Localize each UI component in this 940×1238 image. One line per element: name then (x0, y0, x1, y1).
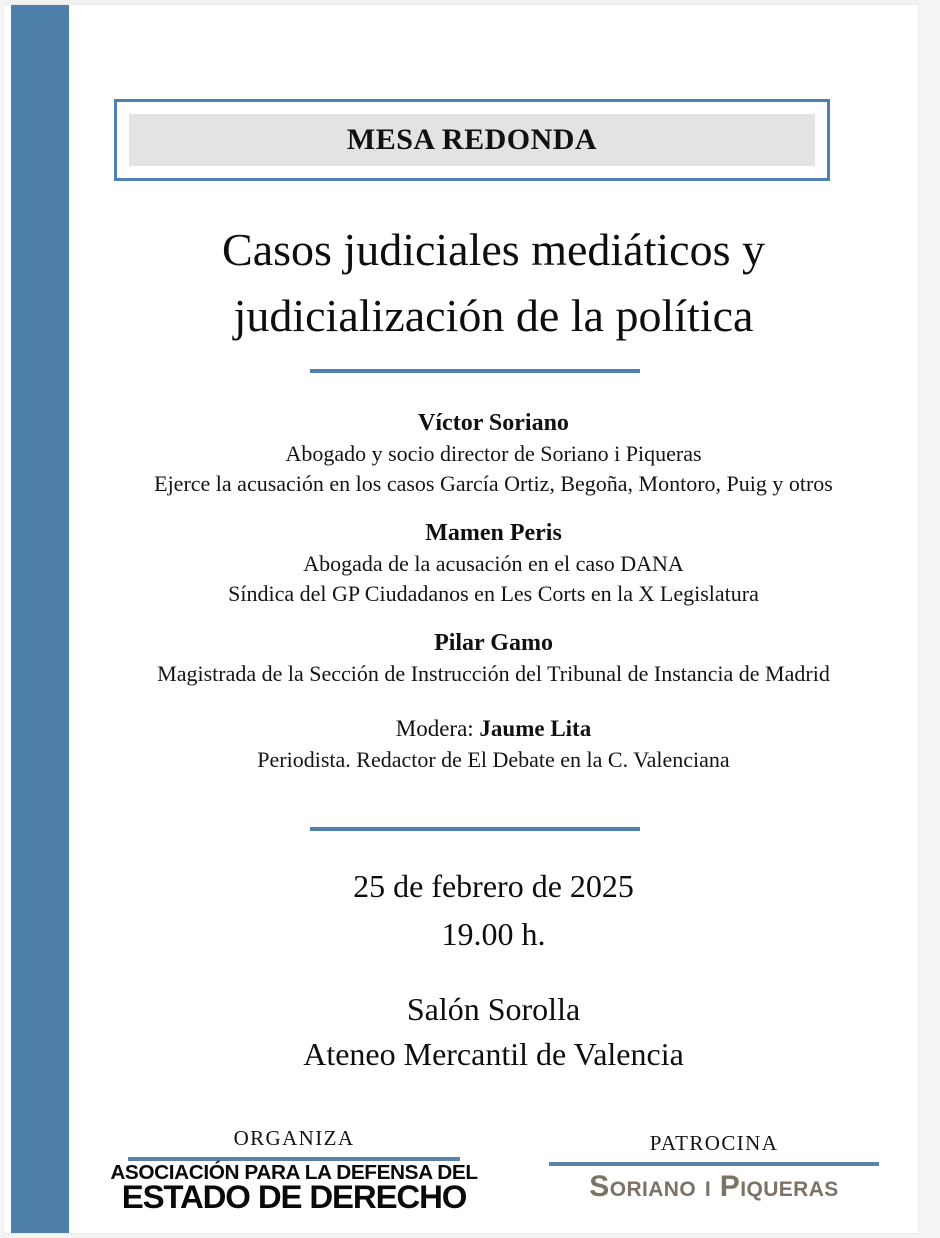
divider-rule-bottom (310, 827, 640, 831)
page-title-line-2: judicialización de la política (233, 290, 754, 341)
page-title (69, 217, 918, 349)
speaker-item (69, 407, 918, 499)
sponsor-kicker: PATROCINA (649, 1131, 779, 1155)
sponsor-logo: Soriano i Piqueras (589, 1170, 839, 1203)
speaker-name: Pilar Gamo (434, 630, 553, 656)
moderator-line (69, 713, 918, 745)
venue-room: Salón Sorolla (406, 991, 581, 1027)
event-datetime (69, 862, 918, 958)
page-edge-right (918, 0, 940, 1238)
speaker-role-line: Abogada de la acusación en el caso DANA (303, 551, 684, 576)
event-type-fill (129, 114, 815, 166)
organizer-rule (128, 1157, 460, 1161)
event-type-label: MESA REDONDA (346, 123, 598, 156)
moderator-name: Jaume Lita (479, 716, 592, 741)
organizer-block (104, 1125, 484, 1213)
moderator-role: Periodista. Redactor de El Debate en la C. Valenciana (257, 747, 730, 772)
speaker-item (69, 627, 918, 689)
sponsor-rule (549, 1162, 879, 1166)
event-type-box (114, 99, 830, 181)
page-title-line-1: Casos judiciales mediáticos y (222, 224, 765, 275)
divider-rule-top (310, 369, 640, 373)
venue-name: Ateneo Mercantil de Valencia (303, 1036, 684, 1072)
sponsor-block (524, 1130, 904, 1204)
organizer-kicker: ORGANIZA (233, 1126, 355, 1150)
speaker-list (69, 407, 918, 775)
speaker-role-line: Ejerce la acusación en los casos García Ortiz, Begoña, Montoro, Puig y otros (154, 471, 833, 496)
footer (69, 1113, 918, 1233)
event-date: 25 de febrero de 2025 (353, 868, 634, 904)
speaker-name: Mamen Peris (425, 520, 562, 546)
speaker-role-line: Síndica del GP Ciudadanos en Les Corts en la X Legislatura (228, 581, 759, 606)
moderator-item (69, 713, 918, 775)
speaker-item (69, 517, 918, 609)
event-time: 19.00 h. (441, 916, 546, 952)
organizer-logo-line-1: ASOCIACIÓN PARA LA DEFENSA DEL (110, 1162, 478, 1184)
organizer-logo-line-2: ESTADO DE DERECHO (121, 1179, 467, 1215)
speaker-name: Víctor Soriano (418, 410, 569, 436)
poster-content (69, 5, 918, 1233)
event-venue (69, 987, 918, 1077)
speaker-role-line: Abogado y socio director de Soriano i Piqueras (285, 441, 702, 466)
left-accent-bar (11, 5, 69, 1233)
moderator-prefix: Modera: (395, 716, 480, 741)
poster-page (4, 5, 918, 1233)
speaker-role-line: Magistrada de la Sección de Instrucción del Tribunal de Instancia de Madrid (157, 661, 830, 686)
page-edge-bottom (0, 1233, 940, 1238)
organizer-logo (104, 1163, 484, 1213)
